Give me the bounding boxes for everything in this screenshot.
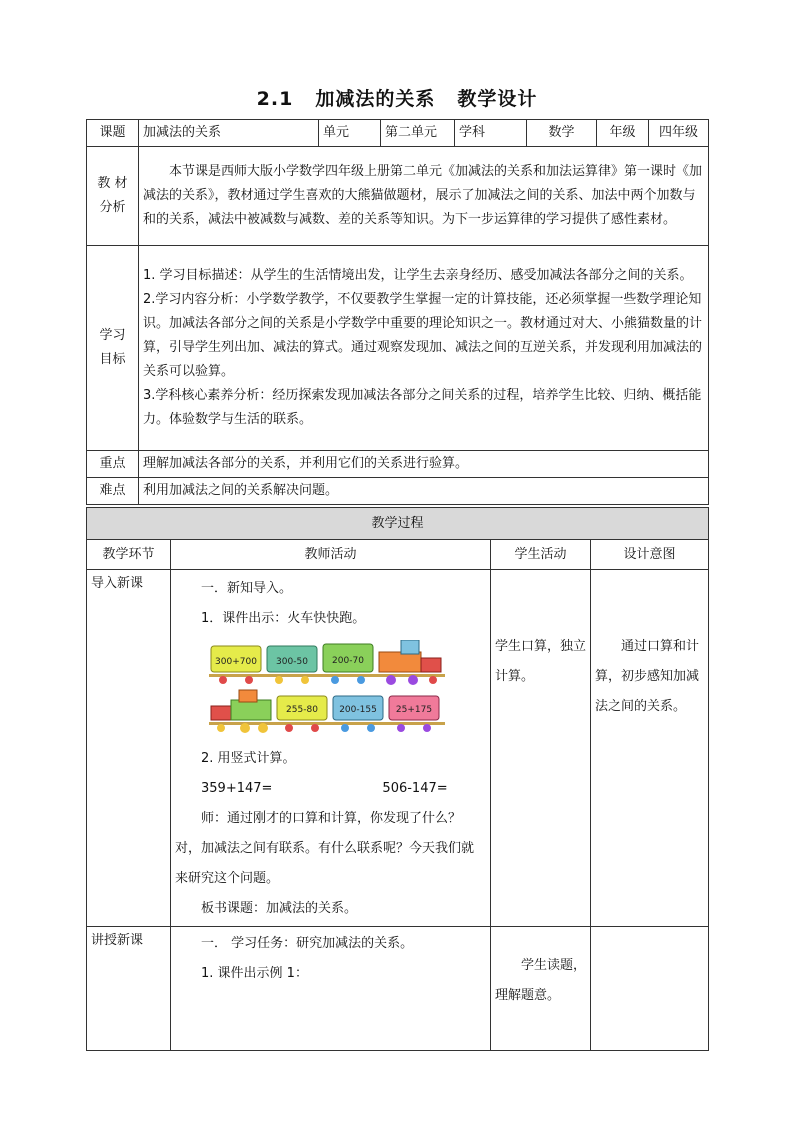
process-header: 教学过程 [87,508,709,540]
intro-line-2: 1．课件出示：火车快快跑。 [201,611,366,626]
page-title [0,84,794,111]
intro-teacher-cell [171,570,491,927]
goals-cell [139,246,709,451]
train-illustration [209,640,445,740]
grade-label: 年级 [597,120,649,147]
title-name: 加减法的关系 [315,88,436,110]
difficulty-label: 难点 [87,478,139,505]
intro-line-1: 一．新知导入。 [201,581,293,596]
grade-value: 四年级 [649,120,709,147]
column-header-row [87,540,709,570]
unit-label: 单元 [319,120,381,147]
col-stage: 教学环节 [87,540,171,570]
unit-value: 第二单元 [381,120,455,147]
train1-car1-label: 300+700 [215,657,257,667]
intro-line-3: 2. 用竖式计算。 [201,751,296,766]
col-teacher: 教师活动 [171,540,491,570]
teach-line-2: 1. 课件出示例 1： [201,966,308,981]
teach-teacher-cell [171,927,491,1051]
calc-2: 506-147= [382,781,448,796]
analysis-label-line1: 教 材 [97,176,128,192]
intro-student-cell [491,570,591,927]
train2-car1-label: 255-80 [286,705,318,715]
analysis-cell [139,147,709,246]
key-label: 重点 [87,451,139,478]
analysis-row [87,147,709,246]
difficulty-text: 利用加减法之间的关系解决问题。 [139,478,709,505]
info-row [87,120,709,147]
train-1 [209,640,445,685]
topic-value: 加减法的关系 [139,120,319,147]
goals-label-line1: 学习 [99,328,126,344]
teaching-process-table [86,507,709,1051]
calc-1: 359+147= [201,781,273,796]
intro-row [87,570,709,927]
goals-row [87,246,709,451]
topic-label: 课题 [87,120,139,147]
goals-item-3: 3.学科核心素养分析：经历探索发现加减法各部分之间关系的过程，培养学生比较、归纳、概括能力。体验数学与生活的联系。 [143,388,702,427]
intro-intent-cell [591,570,709,927]
analysis-label-line2: 分析 [99,200,126,215]
intro-line-4: 师：通过刚才的口算和计算，你发现了什么？对，加减法之间有联系。有什么联系呢？今天我们就来研究这个问题。 [175,811,475,886]
goals-label [87,246,139,451]
col-student: 学生活动 [491,540,591,570]
intro-line-5: 板书课题：加减法的关系。 [201,901,358,916]
train2-car2-label: 200-155 [339,705,377,715]
train1-car2-label: 300-50 [276,657,308,667]
teach-row [87,927,709,1051]
key-row [87,451,709,478]
goals-item-1: 1. 学习目标描述：从学生的生活情境出发，让学生去亲身经历、感受加减法各部分之间的关系。 [143,268,693,283]
analysis-text: 本节课是西师大版小学数学四年级上册第二单元《加减法的关系和加法运算律》第一课时《加减法的关系》，教材通过学生喜欢的大熊猫做题材，展示了加减法之间的关系、加法中两个加数与和的关系，减法中被减数与减数、差的关系等知识。为下一步运算律的学习提供了感性素材。 [143,164,703,227]
goals-item-2: 2.学习内容分析：小学数学教学，不仅要教学生掌握一定的计算技能，还必须掌握一些数学理论知识。加减法各部分之间的关系是小学数学中重要的理论知识之一。教材通过对大、小熊猫数量的计算，引导学生列出加、减法的算式。通过观察发现加、减法之间的互逆关系，并发现利用加减法的关系可以验算。 [143,292,703,379]
train-2 [209,690,445,733]
process-header-row [87,508,709,540]
title-suffix: 教学设计 [457,88,538,110]
key-text: 理解加减法各部分的关系，并利用它们的关系进行验算。 [139,451,709,478]
difficulty-row [87,478,709,505]
goals-label-line2: 目标 [99,352,126,367]
teach-line-1: 一． 学习任务：研究加减法的关系。 [201,936,414,951]
intro-stage: 导入新课 [87,570,171,927]
teach-student-cell [491,927,591,1051]
teach-student-text: 学生读题，理解题意。 [495,958,587,1003]
subject-label: 学科 [455,120,527,147]
intro-intent-text: 通过口算和计算，初步感知加减法之间的关系。 [595,639,700,714]
teach-intent-cell [591,927,709,1051]
subject-value: 数学 [527,120,597,147]
analysis-label [87,147,139,246]
teach-stage: 讲授新课 [87,927,171,1051]
lesson-info-table [86,119,709,505]
train2-car3-label: 25+175 [395,705,433,715]
col-intent: 设计意图 [591,540,709,570]
title-number: 2.1 [256,88,294,110]
intro-calc-line [175,774,486,804]
intro-student-text: 学生口算，独立计算。 [495,639,587,684]
train1-car3-label: 200-70 [332,656,364,666]
